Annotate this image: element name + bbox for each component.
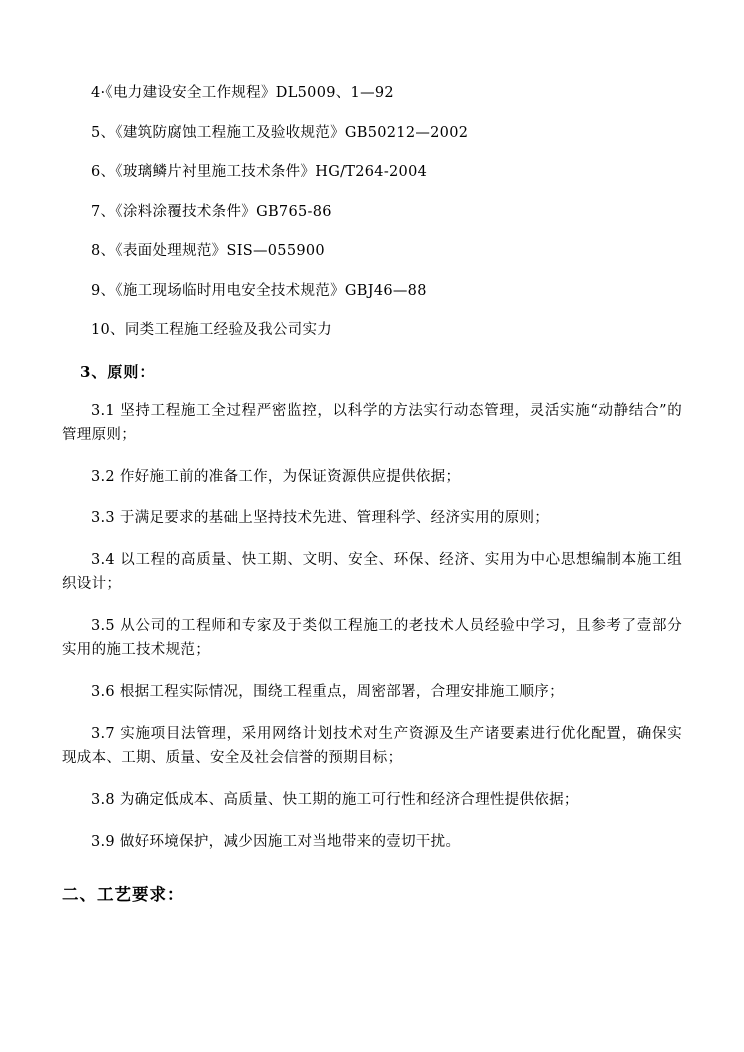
list-item: 6、《玻璃鳞片衬里施工技术条件》HG/T264-2004: [91, 164, 428, 181]
paragraph-line: 参考了壹部分实用的施工技术规范；: [62, 618, 682, 659]
paragraph-3-1: [62, 391, 682, 457]
paragraph-line: 3.1 坚持工程施工全过程严密监控，以科学的方法实行动态管理，灵活实施: [91, 402, 591, 419]
document-body: [62, 74, 682, 911]
paragraph-3-9: 3.9 做好环境保护，减少因施工对当地带来的壹切干扰。: [91, 833, 461, 850]
list-item: 7、《涂料涂覆技术条件》GB765-86: [91, 203, 332, 220]
principles-paragraph-group: [62, 391, 682, 864]
paragraph-3-4: [62, 540, 682, 606]
paragraph-line: 3.4 以工程的高质量、快工期、文明、安全、环保、经济、实用为中心思想: [91, 552, 592, 569]
paragraph-3-2: 3.2 作好施工前的准备工作，为保证资源供应提供依据；: [91, 468, 461, 485]
paragraph-3-5: [62, 606, 682, 672]
paragraph-line: “动静结合”的管理原则；: [62, 402, 682, 443]
paragraph-3-3: 3.3 于满足要求的基础上坚持技术先进、管理科学、经济实用的原则；: [91, 510, 550, 527]
list-item: 5、《建筑防腐蚀工程施工及验收规范》GB50212—2002: [91, 124, 469, 141]
list-item: 8、《表面处理规范》SIS—055900: [91, 243, 325, 260]
paragraph-3-7: [62, 714, 682, 780]
reference-list: [62, 74, 682, 351]
paragraph-line: 3.5 从公司的工程师和专家及于类似工程施工的老技术人员经验中学习，且: [91, 618, 592, 635]
list-item: 4·《电力建设安全工作规程》DL5009、1—92: [91, 85, 394, 101]
list-item: 10、同类工程施工经验及我公司实力: [91, 322, 333, 339]
paragraph-3-6: 3.6 根据工程实际情况，围绕工程重点，周密部署，合理安排施工顺序；: [91, 684, 564, 701]
paragraph-line: 3.7 实施项目法管理，采用网络计划技术对生产资源及生产诸要素进行优化: [91, 725, 592, 742]
paragraph-line: 编制本施工组织设计；: [62, 552, 682, 593]
list-item: 9、《施工现场临时用电安全技术规范》GBJ46—88: [91, 282, 427, 299]
paragraph-3-8: 3.8 为确定低成本、高质量、快工期的施工可行性和经济合理性提供依据；: [91, 791, 579, 808]
section-heading-principles: 3、原则：: [80, 362, 156, 381]
paragraph-line: 配置，确保实现成本、工期、质量、安全及社会信誉的预期目标；: [62, 725, 682, 766]
section-heading-craft-requirements: 二、工艺要求：: [62, 884, 185, 904]
